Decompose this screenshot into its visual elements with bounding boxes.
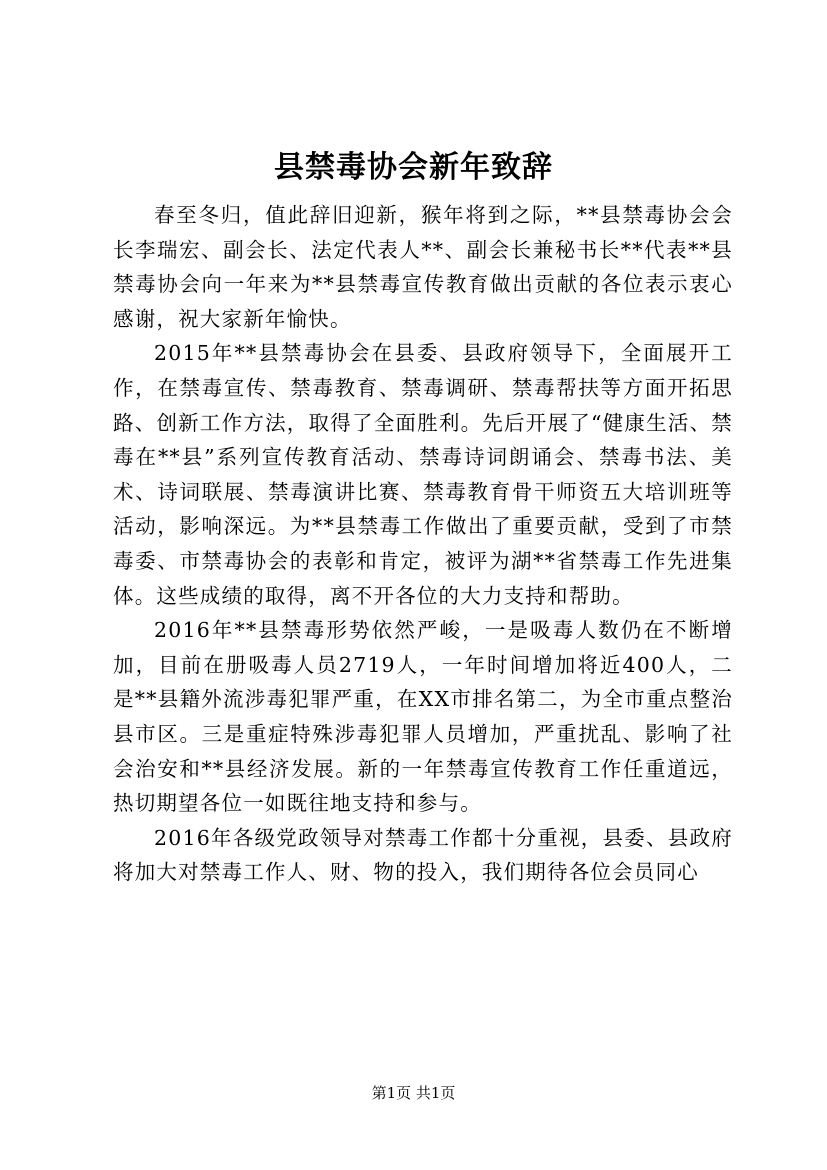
document-title: 县禁毒协会新年致辞 (274, 150, 553, 185)
paragraph-3: 2016年**县禁毒形势依然严峻，一是吸毒人数仍在不断增加，目前在册吸毒人员2719人，一年时间增加将近400人，二是**县籍外流涉毒犯罪严重，在XX市排名第二，为全市重点整治县市区。三是重症特殊涉毒犯罪人员增加，严重扰乱、影响了社会治安和**县经济发展。新的一年禁毒宣传教育工作任重道远，热切期望各位一如既往地支持和参与。 (113, 618, 733, 816)
paragraph-4: 2016年各级党政领导对禁毒工作都十分重视，县委、县政府将加大对禁毒工作人、财、物的投入，我们期待各位会员同心 (113, 825, 733, 885)
paragraph-2: 2015年**县禁毒协会在县委、县政府领导下，全面展开工作，在禁毒宣传、禁毒教育、禁毒调研、禁毒帮扶等方面开拓思路、创新工作方法，取得了全面胜利。先后开展了“健康生活、禁毒在**县”系列宣传教育活动、禁毒诗词朗诵会、禁毒书法、美术、诗词联展、禁毒演讲比赛、禁毒教育骨干师资五大培训班等活动，影响深远。为**县禁毒工作做出了重要贡献，受到了市禁毒委、市禁毒协会的表彰和肯定，被评为湖**省禁毒工作先进集体。这些成绩的取得，离不开各位的大力支持和帮助。 (113, 341, 733, 608)
document-body (113, 198, 733, 890)
page-number-footer: 第1页 共1页 (371, 1084, 456, 1102)
paragraph-1: 春至冬归，值此辞旧迎新，猴年将到之际，**县禁毒协会会长李瑞宏、副会长、法定代表人**、副会长兼秘书长**代表**县禁毒协会向一年来为**县禁毒宣传教育做出贡献的各位表示衷心感谢，祝大家新年愉快。 (113, 203, 733, 331)
